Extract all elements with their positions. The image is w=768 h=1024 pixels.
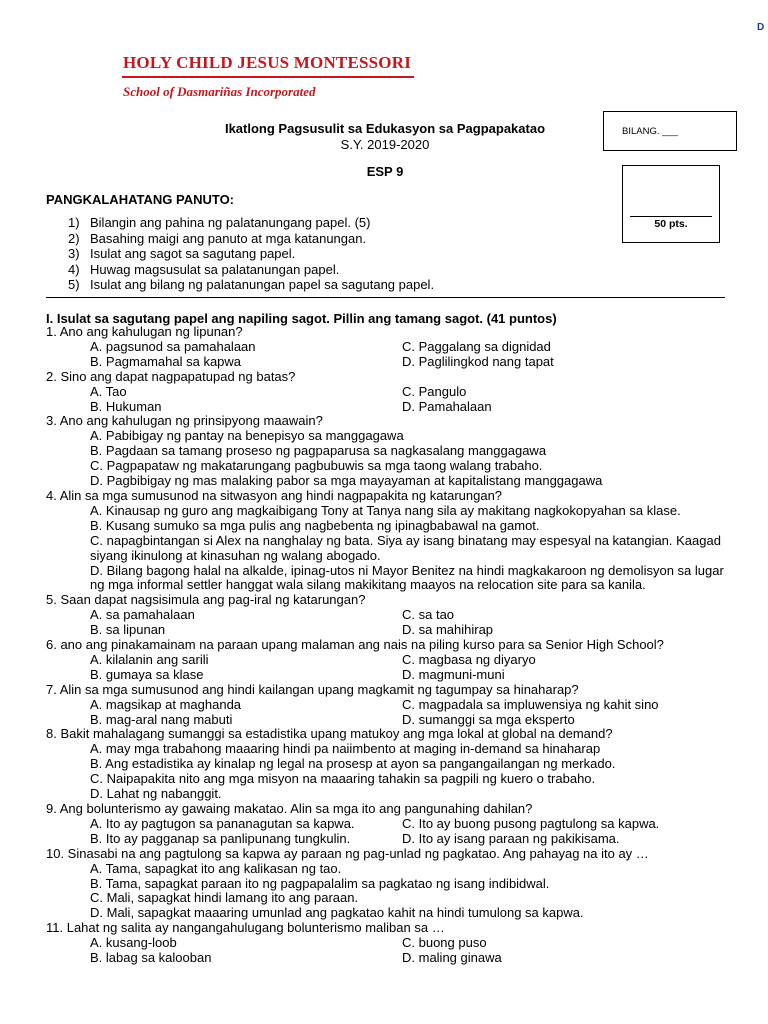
option: D. magmuni-muni [402,666,505,682]
direction-item [68,262,508,278]
exam-title: Ikatlong Pagsusulit sa Edukasyon sa Pagpapakatao [224,121,546,136]
question-text: 8. Bakit mahalagang sumanggi sa estadistika upang matukoy ang mga lokal at global na demand? [46,726,613,742]
option: D. sa mahihirap [402,622,494,638]
option: A. pagsunod sa pamahalaan [90,338,256,354]
option: A. Ito ay pagtugon sa pananagutan sa kapwa. [90,815,355,831]
direction-number: 5) [68,277,80,292]
option: B. labag sa kalooban [90,950,212,966]
points-label: 50 pts. [654,218,688,230]
directions-title: PANGKALAHATANG PANUTO: [46,192,235,207]
question-text: 5. Saan dapat nagsisimula ang pag-iral ng katarungan? [46,592,366,608]
direction-item [68,246,508,262]
direction-text: Isulat ang sagot sa sagutang papel. [90,246,296,261]
option: B. Tama, sapagkat paraan ito ng pagpapalalim sa pagkatao ng isang indibidwal. [90,875,550,891]
direction-text: Bilangin ang pahina ng palatanungang papel. (5) [90,215,371,230]
score-box [622,165,720,243]
option: C. napagbintangan si Alex na nanghalay ng bata. Siya ay isang binatang may espesyal na katangian. Kaagad siyang ikinulong at kinasuhan ng walang abogado. [90,532,721,563]
question-list [46,325,736,966]
option-row [46,385,736,400]
question-text: 2. Sino ang dapat nagpapatupad ng batas? [46,368,296,384]
option: B. gumaya sa klase [90,666,204,682]
option: C. Paggalang sa dignidad [402,338,551,354]
direction-text: Basahing maigi ang panuto at mga katanungan. [90,230,367,246]
option: A. Tama, sapagkat ito ang kalikasan ng tao. [90,860,342,876]
option-row [46,623,736,638]
option: D. sumanggi sa mga eksperto [402,711,575,727]
direction-text: Isulat ang bilang ng palatanungan papel sa sagutang papel. [90,277,435,292]
option-row [46,653,736,668]
option-row [46,608,736,623]
option: B. sa lipunan [90,622,166,638]
option-row [46,832,736,847]
bilang-label: BILANG. ___ [622,126,678,137]
option: A. kilalanin ang sarili [90,651,209,667]
option: D. Pagbibigay ng mas malaking pabor sa mga mayayaman at kapitalistang manggagawa [90,473,603,489]
section-heading: I. Isulat sa sagutang papel ang napiling sagot. Pillin ang tamang sagot. (41 puntos) [46,311,557,326]
option: D. Pamahalaan [402,398,492,414]
question-text: 4. Alin sa mga sumusunod na sitwasyon ang hindi nagpapakita ng katarungan? [46,487,503,503]
option-row [46,817,736,832]
option-row [46,951,736,966]
school-name: HOLY CHILD JESUS MONTESSORI [123,53,412,72]
direction-number: 4) [68,261,80,277]
question-text: 3. Ano ang kahulugan ng prinsipyong maawain? [46,413,323,429]
option-row [46,713,736,728]
option-row [46,698,736,713]
option: C. magbasa ng diyaryo [402,651,536,667]
option-row [46,340,736,355]
school-subtitle: School of Dasmariñas Incorporated [123,84,316,99]
option: B. Pagdaan sa tamang proseso ng pagpaparusa sa nagkasalang manggagawa [90,443,547,459]
option: D. maling ginawa [402,950,502,966]
option: D. Mali, sapagkat maaaring umunlad ang pagkatao kahit na hindi tumulong sa kapwa. [90,905,584,921]
option: A. magsikap at maghanda [90,696,242,712]
option: C. Naipapakita nito ang mga misyon na maaaring tahakin sa pagpili ng kuero o trabaho. [90,771,596,787]
option: B. Pagmamahal sa kapwa [90,353,242,369]
direction-number: 3) [68,246,80,261]
question-text: 10. Sinasabi na ang pagtulong sa kapwa ay paraan ng pag-unlad ng pagkatao. Ang pahayag na ito ay … [46,845,649,861]
option: A. Tao [90,383,127,399]
option-row [46,355,736,370]
option: B. Kusang sumuko sa mga pulis ang nagbebenta ng ipinagbabawal na gamot. [90,517,540,533]
direction-item [68,277,508,293]
direction-text: Huwag magsusulat sa palatanungan papel. [90,261,340,277]
question-text: 9. Ang bolunterismo ay gawaing makatao. Alin sa mga ito ang pangunahing dahilan? [46,801,533,816]
option: B. mag-aral nang mabuti [90,711,233,727]
option: A. sa pamahalaan [90,607,195,623]
option: B. Ito ay pagganap sa panlipunang tungkulin. [90,830,351,846]
direction-item [68,231,508,247]
question-text: 6. ano ang pinakamainam na paraan upang malaman ang nais na piling kurso para sa Senior High School? [46,637,664,653]
question-text: 11. Lahat ng salita ay nangangahulugang bolunterismo maliban sa … [46,920,445,936]
direction-item [68,215,508,231]
option: B. Ang estadistika ay kinalap ng legal na prosesp at ayon sa pangangailangan ng merkado. [90,756,616,772]
option: D. Lahat ng nabanggit. [90,786,222,802]
section-divider [46,297,725,298]
option: D. Paglilingkod nang tapat [402,353,554,369]
option-row [46,400,736,415]
question-text: 7. Alin sa mga sumusunod ang hindi kailangan upang magkamit ng tagumpay sa hinaharap? [46,681,579,697]
option: A. Pabibigay ng pantay na benepisyo sa manggagawa [90,428,404,444]
option: C. Mali, sapagkat hindi lamang ito ang paraan. [90,890,359,906]
direction-number: 2) [68,230,80,246]
option-row [46,668,736,683]
option: C. sa tao [402,607,455,623]
option: B. Hukuman [90,398,162,414]
option: A. may mga trabahong maaaring hindi pa naiimbento at maging in-demand sa hinaharap [90,741,601,757]
score-line [630,216,712,217]
school-year: S.Y. 2019-2020 [340,137,430,152]
question-text: 1. Ano ang kahulugan ng lipunan? [46,324,243,339]
subject-code: ESP 9 [366,164,404,179]
corner-mark: D [757,22,765,33]
option: C. buong puso [402,935,487,951]
option: D. Ito ay isang paraan ng pakikisama. [402,830,620,846]
school-name-underline [122,76,414,78]
option: C. Pagpapataw ng makatarungang pagbubuwis sa mga taong walang trabaho. [90,458,543,474]
directions-list [68,215,508,293]
option: C. Ito ay buong pusong pagtulong sa kapwa. [402,815,660,831]
option: C. magpadala sa impluwensiya ng kahit sino [402,696,659,712]
direction-number: 1) [68,215,80,230]
option: A. Kinausap ng guro ang magkaibigang Tony at Tanya nang sila ay makitang nagkokopyahan sa klase. [90,502,681,518]
option: D. Bilang bagong halal na alkalde, ipinag-utos ni Mayor Benitez na hindi magkakaroon ng demolisyon sa lugar ng mga informal settler hanggat wala silang makikitang maayos na relocation site para sa kanila. [90,562,724,593]
option: A. kusang-loob [90,935,177,951]
option-row [46,936,736,951]
option: C. Pangulo [402,383,467,399]
